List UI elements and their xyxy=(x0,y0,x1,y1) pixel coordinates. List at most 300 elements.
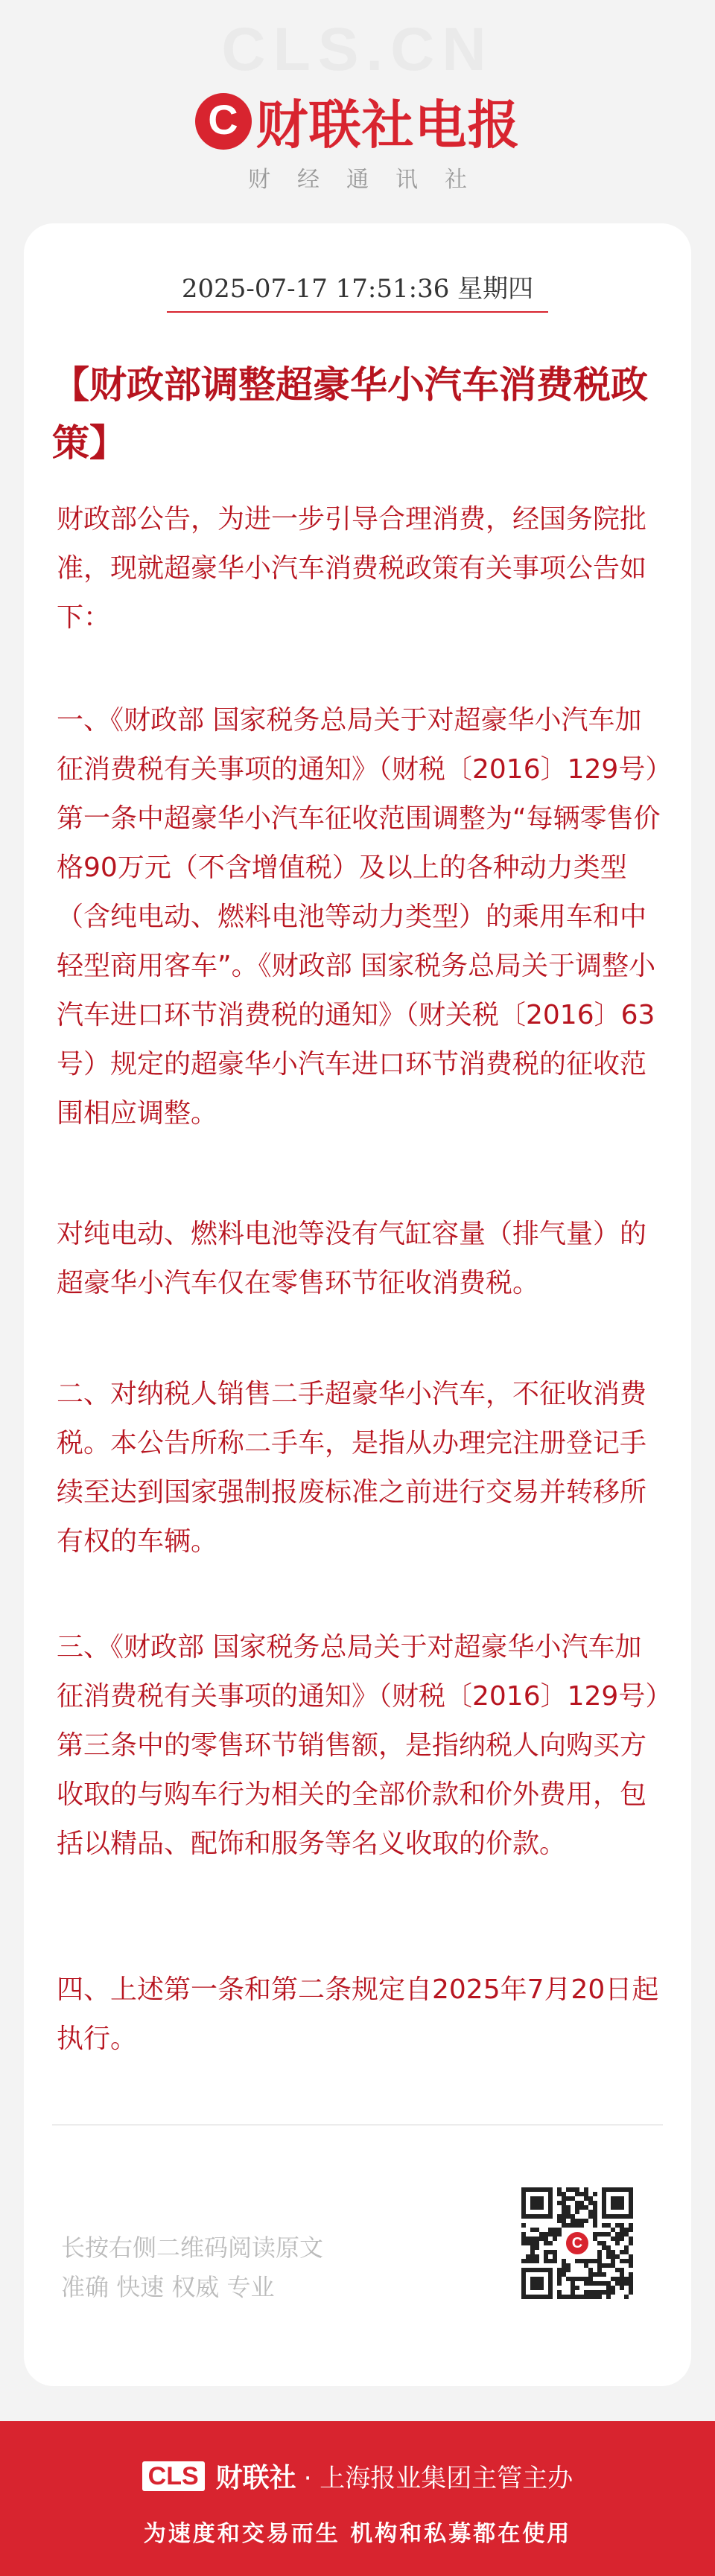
qr-module xyxy=(566,2205,571,2210)
qr-module xyxy=(526,2295,530,2299)
qr-module xyxy=(539,2268,544,2272)
brand-subtitle: 财经通讯社 xyxy=(248,167,494,193)
qr-module xyxy=(579,2259,584,2263)
qr-module xyxy=(521,2259,526,2263)
qr-module xyxy=(584,2290,588,2295)
qr-module xyxy=(629,2196,633,2201)
qr-module xyxy=(544,2187,548,2192)
qr-module xyxy=(606,2223,611,2228)
qr-module xyxy=(597,2259,602,2263)
qr-module xyxy=(539,2277,544,2281)
qr-module xyxy=(611,2250,615,2254)
qr-module xyxy=(539,2295,544,2299)
qr-module xyxy=(562,2214,566,2219)
qr-module xyxy=(615,2232,620,2237)
qr-module xyxy=(566,2263,571,2268)
qr-module xyxy=(562,2268,566,2272)
qr-module xyxy=(624,2232,629,2237)
qr-module xyxy=(544,2259,548,2263)
qr-module xyxy=(521,2268,526,2272)
qr-module xyxy=(611,2187,615,2192)
qr-module xyxy=(611,2201,615,2205)
qr-module xyxy=(535,2286,539,2290)
qr-module xyxy=(606,2250,611,2254)
qr-module xyxy=(539,2286,544,2290)
qr-module xyxy=(606,2281,611,2286)
qr-module xyxy=(602,2232,606,2237)
qr-module xyxy=(620,2268,624,2272)
qr-module xyxy=(615,2201,620,2205)
paragraph-item-4: 四、上述第一条和第二条规定自2025年7月20日起执行。 xyxy=(57,1974,659,2054)
qr-module xyxy=(611,2214,615,2219)
qr-module xyxy=(553,2254,557,2259)
qr-module xyxy=(588,2281,593,2286)
qr-module xyxy=(521,2277,526,2281)
qr-module xyxy=(562,2295,566,2299)
qr-module xyxy=(526,2214,530,2219)
qr-module xyxy=(615,2281,620,2286)
qr-module xyxy=(615,2214,620,2219)
qr-module xyxy=(521,2237,526,2241)
qr-module xyxy=(575,2295,579,2299)
qr-module xyxy=(566,2295,571,2299)
paragraph-item-1: 一、《财政部 国家税务总局关于对超豪华小汽车加征消费税有关事项的通知》（财税〔2016〕129号）第一条中超豪华小汽车征收范围调整为“每辆零售价格90万元（不含增值税）及以上的各种动力类型（含纯电动、燃料电池等动力类型）的乘用车和中轻型商用客车”。《财政部 国家税务总局关于调整小汽车进口环节消费税的通知》（财关税〔2016〕63号）规定的超豪华小汽车进口环节消费税的征收范围相应调整。 xyxy=(57,705,661,1129)
qr-module xyxy=(566,2187,571,2192)
qr-module xyxy=(548,2259,553,2263)
qr-module xyxy=(588,2277,593,2281)
qr-module xyxy=(535,2245,539,2250)
qr-module xyxy=(597,2263,602,2268)
qr-module xyxy=(602,2272,606,2277)
qr-module xyxy=(593,2210,597,2214)
qr-module xyxy=(579,2277,584,2281)
qr-module xyxy=(624,2245,629,2250)
qr-module xyxy=(535,2281,539,2286)
qr-module xyxy=(602,2214,606,2219)
qr-module xyxy=(521,2272,526,2277)
qr-module xyxy=(620,2281,624,2286)
qr-module xyxy=(548,2250,553,2254)
qr-module xyxy=(611,2290,615,2295)
qr-module xyxy=(615,2241,620,2245)
qr-module xyxy=(562,2205,566,2210)
qr-module xyxy=(535,2259,539,2263)
qr-module xyxy=(629,2237,633,2241)
qr-module xyxy=(606,2214,611,2219)
qr-module xyxy=(562,2223,566,2228)
qr-module xyxy=(557,2290,562,2295)
footer-divider xyxy=(52,2124,663,2126)
qr-module xyxy=(629,2272,633,2277)
qr-module xyxy=(579,2295,584,2299)
qr-module xyxy=(535,2241,539,2245)
qr-caption-tagline: 准确 快速 权威 专业 xyxy=(61,2273,275,2301)
qr-module xyxy=(548,2214,553,2219)
qr-module xyxy=(620,2223,624,2228)
qr-module xyxy=(535,2295,539,2299)
qr-module xyxy=(579,2219,584,2223)
qr-module xyxy=(530,2241,535,2245)
qr-module xyxy=(611,2277,615,2281)
qr-module xyxy=(535,2187,539,2192)
qr-module xyxy=(593,2192,597,2196)
qr-module xyxy=(562,2219,566,2223)
qr-module xyxy=(526,2254,530,2259)
qr-module xyxy=(629,2286,633,2290)
qr-module xyxy=(566,2214,571,2219)
qr-module xyxy=(615,2237,620,2241)
qr-module xyxy=(530,2259,535,2263)
paragraph-item-2: 二、对纳税人销售二手超豪华小汽车，不征收消费税。本公告所称二手车，是指从办理完注册登记手续至达到国家强制报废标准之前进行交易并转移所有权的车辆。 xyxy=(57,1379,647,1557)
cls-logo-icon xyxy=(195,93,252,150)
qr-module xyxy=(620,2187,624,2192)
qr-module xyxy=(566,2223,571,2228)
qr-module xyxy=(611,2286,615,2290)
qr-module xyxy=(620,2205,624,2210)
qr-module xyxy=(593,2232,597,2237)
qr-module xyxy=(624,2277,629,2281)
qr-module xyxy=(557,2214,562,2219)
qr-module xyxy=(579,2223,584,2228)
qr-module xyxy=(557,2201,562,2205)
qr-module xyxy=(624,2228,629,2232)
qr-module xyxy=(615,2205,620,2210)
qr-module xyxy=(530,2214,535,2219)
qr-module xyxy=(530,2201,535,2205)
qr-module xyxy=(588,2272,593,2277)
qr-module xyxy=(629,2241,633,2245)
qr-module xyxy=(557,2192,562,2196)
qr-module xyxy=(521,2281,526,2286)
qr-module xyxy=(553,2259,557,2263)
qr-module xyxy=(629,2210,633,2214)
qr-module xyxy=(521,2286,526,2290)
article-datetime: 2025-07-17 17:51:36 星期四 xyxy=(181,274,534,304)
qr-module xyxy=(584,2295,588,2299)
qr-module xyxy=(526,2187,530,2192)
qr-module xyxy=(606,2254,611,2259)
qr-module xyxy=(597,2254,602,2259)
qr-module xyxy=(521,2232,526,2237)
qr-module xyxy=(624,2295,629,2299)
qr-module xyxy=(588,2268,593,2272)
qr-module xyxy=(575,2205,579,2210)
qr-module xyxy=(593,2205,597,2210)
qr-module xyxy=(526,2268,530,2272)
qr-module xyxy=(620,2214,624,2219)
logo-letter: C xyxy=(208,95,238,143)
qr-module xyxy=(611,2228,615,2232)
qr-module xyxy=(557,2187,562,2192)
qr-module xyxy=(597,2281,602,2286)
qr-module xyxy=(584,2187,588,2192)
qr-module xyxy=(548,2290,553,2295)
qr-module xyxy=(571,2214,575,2219)
qr-module xyxy=(521,2196,526,2201)
qr-module xyxy=(530,2268,535,2272)
qr-caption-read: 长按右侧二维码阅读原文 xyxy=(61,2234,324,2262)
qr-module xyxy=(571,2286,575,2290)
qr-module xyxy=(521,2201,526,2205)
qr-module xyxy=(544,2254,548,2259)
qr-module xyxy=(615,2277,620,2281)
qr-module xyxy=(593,2201,597,2205)
qr-center-letter: C xyxy=(571,2234,583,2251)
paragraph-ev-note: 对纯电动、燃料电池等没有气缸容量（排气量）的超豪华小汽车仅在零售环节征收消费税。 xyxy=(57,1219,647,1298)
qr-module xyxy=(620,2259,624,2263)
qr-module xyxy=(593,2281,597,2286)
qr-module xyxy=(606,2232,611,2237)
footer-brand-name: 财联社 xyxy=(215,2463,296,2493)
qr-module xyxy=(521,2241,526,2245)
qr-module xyxy=(553,2228,557,2232)
qr-module xyxy=(571,2219,575,2223)
qr-module xyxy=(544,2232,548,2237)
qr-module xyxy=(624,2214,629,2219)
qr-module xyxy=(629,2228,633,2232)
qr-module xyxy=(548,2277,553,2281)
qr-module xyxy=(629,2214,633,2219)
footer-slogan: 为速度和交易而生 机构和私募都在使用 xyxy=(143,2521,572,2547)
watermark-text: CLS.CN xyxy=(221,16,494,83)
qr-module xyxy=(624,2259,629,2263)
qr-module xyxy=(571,2196,575,2201)
qr-module xyxy=(557,2277,562,2281)
qr-module xyxy=(579,2192,584,2196)
qr-module xyxy=(562,2272,566,2277)
qr-module xyxy=(620,2196,624,2201)
qr-module xyxy=(620,2250,624,2254)
qr-module xyxy=(539,2187,544,2192)
qr-module xyxy=(575,2187,579,2192)
qr-module xyxy=(544,2237,548,2241)
qr-module xyxy=(544,2241,548,2245)
qr-module xyxy=(588,2295,593,2299)
footer-banner xyxy=(0,2421,715,2576)
qr-module xyxy=(593,2295,597,2299)
qr-module xyxy=(521,2205,526,2210)
qr-module xyxy=(602,2263,606,2268)
qr-module xyxy=(521,2192,526,2196)
qr-module xyxy=(562,2196,566,2201)
qr-module xyxy=(597,2295,602,2299)
qr-module xyxy=(620,2201,624,2205)
qr-module xyxy=(629,2201,633,2205)
qr-module xyxy=(629,2277,633,2281)
qr-module xyxy=(548,2281,553,2286)
qr-module xyxy=(606,2295,611,2299)
qr-module xyxy=(615,2196,620,2201)
qr-module xyxy=(539,2205,544,2210)
qr-module xyxy=(575,2286,579,2290)
qr-module xyxy=(544,2250,548,2254)
qr-module xyxy=(539,2237,544,2241)
qr-module xyxy=(535,2277,539,2281)
qr-module xyxy=(584,2205,588,2210)
qr-module xyxy=(548,2241,553,2245)
qr-module xyxy=(624,2250,629,2254)
qr-module xyxy=(588,2259,593,2263)
qr-module xyxy=(602,2187,606,2192)
qr-module xyxy=(575,2223,579,2228)
qr-module xyxy=(593,2214,597,2219)
qr-module xyxy=(620,2232,624,2237)
qr-module xyxy=(606,2263,611,2268)
qr-module xyxy=(548,2192,553,2196)
qr-module xyxy=(597,2268,602,2272)
qr-module xyxy=(571,2281,575,2286)
qr-module xyxy=(521,2187,526,2192)
qr-module xyxy=(521,2295,526,2299)
qr-module xyxy=(548,2210,553,2214)
qr-module xyxy=(548,2272,553,2277)
qr-module xyxy=(557,2295,562,2299)
qr-module xyxy=(588,2201,593,2205)
qr-module xyxy=(620,2228,624,2232)
qr-module xyxy=(566,2210,571,2214)
qr-module xyxy=(553,2232,557,2237)
qr-module xyxy=(530,2187,535,2192)
qr-module xyxy=(588,2290,593,2295)
qr-module xyxy=(615,2223,620,2228)
qr-module xyxy=(539,2201,544,2205)
qr-module xyxy=(606,2290,611,2295)
qr-module xyxy=(535,2254,539,2259)
brand-header xyxy=(0,83,715,159)
qr-module xyxy=(593,2219,597,2223)
qr-module xyxy=(566,2277,571,2281)
qr-module xyxy=(553,2250,557,2254)
qr-module xyxy=(602,2196,606,2201)
qr-module xyxy=(575,2210,579,2214)
qr-module xyxy=(629,2192,633,2196)
qr-module xyxy=(562,2201,566,2205)
qr-module xyxy=(548,2201,553,2205)
qr-module xyxy=(539,2196,544,2201)
qr-module xyxy=(562,2192,566,2196)
qr-module xyxy=(530,2250,535,2254)
qr-module xyxy=(588,2196,593,2201)
qr-module xyxy=(535,2268,539,2272)
qr-module xyxy=(544,2268,548,2272)
qr-module xyxy=(579,2201,584,2205)
qr-module xyxy=(629,2187,633,2192)
qr-module xyxy=(593,2290,597,2295)
qr-module xyxy=(579,2205,584,2210)
qr-module xyxy=(629,2263,633,2268)
qr-module xyxy=(535,2196,539,2201)
qr-module xyxy=(602,2201,606,2205)
qr-module xyxy=(629,2259,633,2263)
qr-module xyxy=(611,2254,615,2259)
qr-module xyxy=(539,2232,544,2237)
qr-module xyxy=(548,2196,553,2201)
qr-module xyxy=(548,2187,553,2192)
qr-module xyxy=(535,2237,539,2241)
qr-module xyxy=(588,2210,593,2214)
footer-organization: · 上海报业集团主管主办 xyxy=(303,2464,573,2493)
qr-module xyxy=(615,2268,620,2272)
qr-module xyxy=(620,2286,624,2290)
qr-module xyxy=(611,2196,615,2201)
qr-module xyxy=(593,2223,597,2228)
qr-module xyxy=(521,2223,526,2228)
qr-module xyxy=(562,2263,566,2268)
qr-module xyxy=(566,2196,571,2201)
qr-module xyxy=(584,2281,588,2286)
qr-module xyxy=(597,2241,602,2245)
qr-module xyxy=(539,2281,544,2286)
qr-module xyxy=(557,2232,562,2237)
qr-module xyxy=(553,2237,557,2241)
qr-module xyxy=(611,2205,615,2210)
qr-module xyxy=(606,2286,611,2290)
qr-module xyxy=(629,2254,633,2259)
qr-module xyxy=(530,2286,535,2290)
qr-module xyxy=(562,2259,566,2263)
qr-module xyxy=(575,2201,579,2205)
qr-module xyxy=(624,2187,629,2192)
qr-module xyxy=(615,2254,620,2259)
qr-module xyxy=(575,2192,579,2196)
paragraph-intro: 财政部公告，为进一步引导合理消费，经国务院批准，现就超豪华小汽车消费税政策有关事项公告如下： xyxy=(57,504,647,633)
qr-module xyxy=(571,2290,575,2295)
brand-name: 财联社电报 xyxy=(255,95,521,156)
qr-module xyxy=(557,2219,562,2223)
qr-module xyxy=(606,2187,611,2192)
qr-module xyxy=(602,2205,606,2210)
qr-module xyxy=(602,2281,606,2286)
qr-module xyxy=(620,2277,624,2281)
qr-module xyxy=(530,2205,535,2210)
qr-module xyxy=(593,2259,597,2263)
qr-module xyxy=(575,2277,579,2281)
qr-module xyxy=(544,2214,548,2219)
qr-module xyxy=(597,2232,602,2237)
qr-module xyxy=(624,2281,629,2286)
qr-module xyxy=(548,2268,553,2272)
qr-module xyxy=(530,2281,535,2286)
qr-module xyxy=(530,2237,535,2241)
qr-module xyxy=(602,2192,606,2196)
qr-module xyxy=(526,2241,530,2245)
qr-module xyxy=(530,2228,535,2232)
qr-module xyxy=(526,2259,530,2263)
footer-cls-logo: CLS xyxy=(142,2461,205,2491)
qr-module xyxy=(597,2272,602,2277)
qr-module xyxy=(597,2250,602,2254)
qr-module xyxy=(544,2295,548,2299)
qr-module xyxy=(620,2237,624,2241)
qr-module xyxy=(530,2196,535,2201)
qr-module xyxy=(584,2263,588,2268)
qr-module xyxy=(571,2187,575,2192)
qr-module xyxy=(606,2245,611,2250)
footer-brand-row xyxy=(0,2457,715,2495)
qr-module xyxy=(535,2205,539,2210)
qr-module xyxy=(530,2245,535,2250)
qr-module xyxy=(530,2254,535,2259)
qr-module xyxy=(629,2223,633,2228)
qr-module xyxy=(557,2272,562,2277)
qr-module xyxy=(562,2210,566,2214)
qr-module xyxy=(530,2277,535,2281)
qr-module xyxy=(602,2290,606,2295)
qr-module xyxy=(521,2210,526,2214)
qr-module xyxy=(548,2286,553,2290)
qr-module xyxy=(611,2263,615,2268)
qr-code-icon[interactable] xyxy=(521,2187,633,2299)
